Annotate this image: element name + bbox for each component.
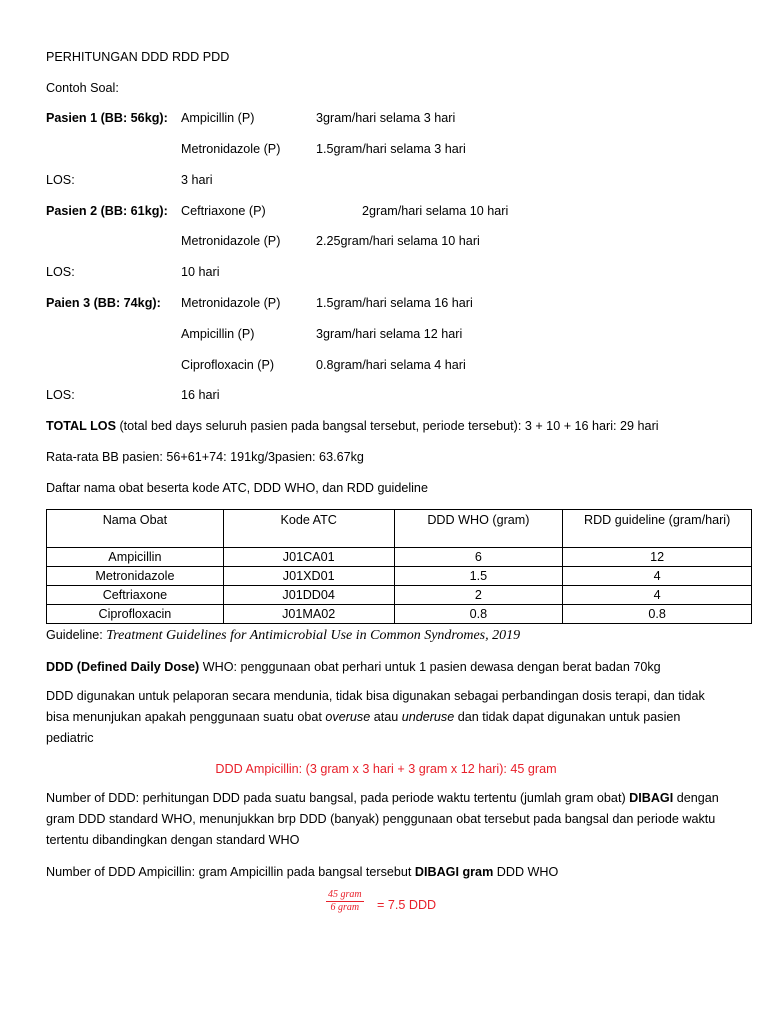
total-los-label: TOTAL LOS (46, 419, 116, 433)
patient-1-label: Pasien 1 (BB: 56kg): (46, 111, 168, 125)
patient-3-drug-3-name: Ciprofloxacin (P) (181, 358, 275, 372)
table-row (47, 548, 752, 567)
table-cell: 2 (394, 586, 563, 605)
patient-1-drug-2-name: Metronidazole (P) (181, 142, 281, 156)
example-heading: Contoh Soal: (46, 81, 119, 95)
patient-3-los-value: 16 hari (181, 388, 220, 402)
number-of-ddd-ampicillin-part-1: Number of DDD Ampicillin: gram Ampicillin pada bangsal tersebut (46, 865, 415, 879)
formula-result: = 7.5 DDD (377, 898, 437, 912)
table-cell: J01MA02 (223, 605, 394, 624)
table-header-cell: RDD guideline (gram/hari) (563, 510, 752, 548)
ddd-definition-label: DDD (Defined Daily Dose) (46, 660, 200, 674)
patient-1-drug-1-name: Ampicillin (P) (181, 111, 255, 125)
patient-1-los-label: LOS: (46, 173, 75, 187)
table-header-row (47, 510, 752, 548)
patient-3-los-label: LOS: (46, 388, 75, 402)
patient-3-drug-1-name: Metronidazole (P) (181, 296, 281, 310)
guideline-line (46, 627, 520, 644)
table-cell: J01DD04 (223, 586, 394, 605)
number-of-ddd-part-2: dengan gram DDD standard WHO, menunjukkan brp DDD (banyak) penggunaan obat tersebut pada bangsal dan periode waktu tertentu dibandingkan dengan standard WHO (46, 791, 719, 847)
patient-1-los-value: 3 hari (181, 173, 213, 187)
table-row (47, 605, 752, 624)
ddd-definition (46, 659, 661, 675)
table-cell: 12 (563, 548, 752, 567)
patient-3-drug-2-dose: 3gram/hari selama 12 hari (316, 327, 463, 341)
patient-2-drug-1-dose: 2gram/hari selama 10 hari (362, 204, 509, 218)
patient-2-label: Pasien 2 (BB: 61kg): (46, 204, 168, 218)
ddd-usage-underuse: underuse (401, 710, 455, 724)
total-los-text: (total bed days seluruh pasien pada bangsal tersebut, periode tersebut): 3 + 10 + 16 hari: 29 hari (115, 419, 659, 433)
table-row (47, 567, 752, 586)
formula-numerator: 45 gram (328, 889, 362, 900)
ddd-ampicillin-calculation: DDD Ampicillin: (3 gram x 3 hari + 3 gram x 12 hari): 45 gram (215, 762, 557, 776)
table-cell: Ceftriaxone (47, 586, 224, 605)
patient-3-drug-2-name: Ampicillin (P) (181, 327, 255, 341)
ddd-usage-part-3: dan tidak dapat digunakan untuk pasien pediatric (46, 710, 681, 745)
ddd-definition-text: WHO: penggunaan obat perhari untuk 1 pasien dewasa dengan berat badan 70kg (199, 660, 661, 674)
table-cell: 0.8 (563, 605, 752, 624)
patient-2-drug-2-name: Metronidazole (P) (181, 234, 281, 248)
table-cell: 1.5 (394, 567, 563, 586)
table-cell: Metronidazole (47, 567, 224, 586)
patient-2-los-value: 10 hari (181, 265, 220, 279)
formula-fraction (326, 889, 364, 914)
table-cell: J01CA01 (223, 548, 394, 567)
table-intro: Daftar nama obat beserta kode ATC, DDD WHO, dan RDD guideline (46, 481, 428, 495)
formula-denominator: 6 gram (330, 902, 360, 913)
table-row (47, 586, 752, 605)
patient-2-los-label: LOS: (46, 265, 75, 279)
table-cell: Ampicillin (47, 548, 224, 567)
table-header-cell: Nama Obat (47, 510, 224, 548)
ddd-usage-part-1: DDD digunakan untuk pelaporan secara mendunia, tidak bisa digunakan sebagai perbandingan dosis terapi, dan tidak bisa menunjukan apakah penggunaan suatu obat (46, 689, 705, 724)
patient-1-drug-2-dose: 1.5gram/hari selama 3 hari (316, 142, 466, 156)
table-cell: 0.8 (394, 605, 563, 624)
number-of-ddd-dibagi: DIBAGI (629, 791, 674, 805)
number-of-ddd-paragraph (46, 788, 726, 851)
table-cell: 6 (394, 548, 563, 567)
drug-table (46, 509, 752, 624)
guideline-source: Treatment Guidelines for Antimicrobial Use in Common Syndromes, 2019 (106, 628, 521, 643)
table-header-cell: Kode ATC (223, 510, 394, 548)
average-weight-line: Rata-rata BB pasien: 56+61+74: 191kg/3pasien: 63.67kg (46, 450, 364, 464)
patient-2-drug-2-dose: 2.25gram/hari selama 10 hari (316, 234, 480, 248)
table-cell: Ciprofloxacin (47, 605, 224, 624)
table-cell: J01XD01 (223, 567, 394, 586)
table-header-cell: DDD WHO (gram) (394, 510, 563, 548)
ddd-usage-paragraph (46, 686, 726, 749)
guideline-label: Guideline: (46, 628, 107, 642)
patient-3-drug-3-dose: 0.8gram/hari selama 4 hari (316, 358, 466, 372)
patient-2-drug-1-name: Ceftriaxone (P) (181, 204, 266, 218)
patient-3-label: Paien 3 (BB: 74kg): (46, 296, 161, 310)
number-of-ddd-part-1: Number of DDD: perhitungan DDD pada suatu bangsal, pada periode waktu tertentu (jumlah gram obat) (46, 791, 630, 805)
patient-1-drug-1-dose: 3gram/hari selama 3 hari (316, 111, 456, 125)
number-of-ddd-ampicillin (46, 864, 558, 880)
number-of-ddd-ampicillin-bold: DIBAGI gram (414, 865, 494, 879)
number-of-ddd-ampicillin-part-2: DDD WHO (493, 865, 559, 879)
table-cell: 4 (563, 567, 752, 586)
document-title: PERHITUNGAN DDD RDD PDD (46, 50, 230, 64)
total-los-line (46, 418, 659, 434)
ddd-usage-overuse: overuse (325, 710, 371, 724)
ddd-usage-part-2: atau (370, 710, 402, 724)
patient-3-drug-1-dose: 1.5gram/hari selama 16 hari (316, 296, 473, 310)
table-cell: 4 (563, 586, 752, 605)
